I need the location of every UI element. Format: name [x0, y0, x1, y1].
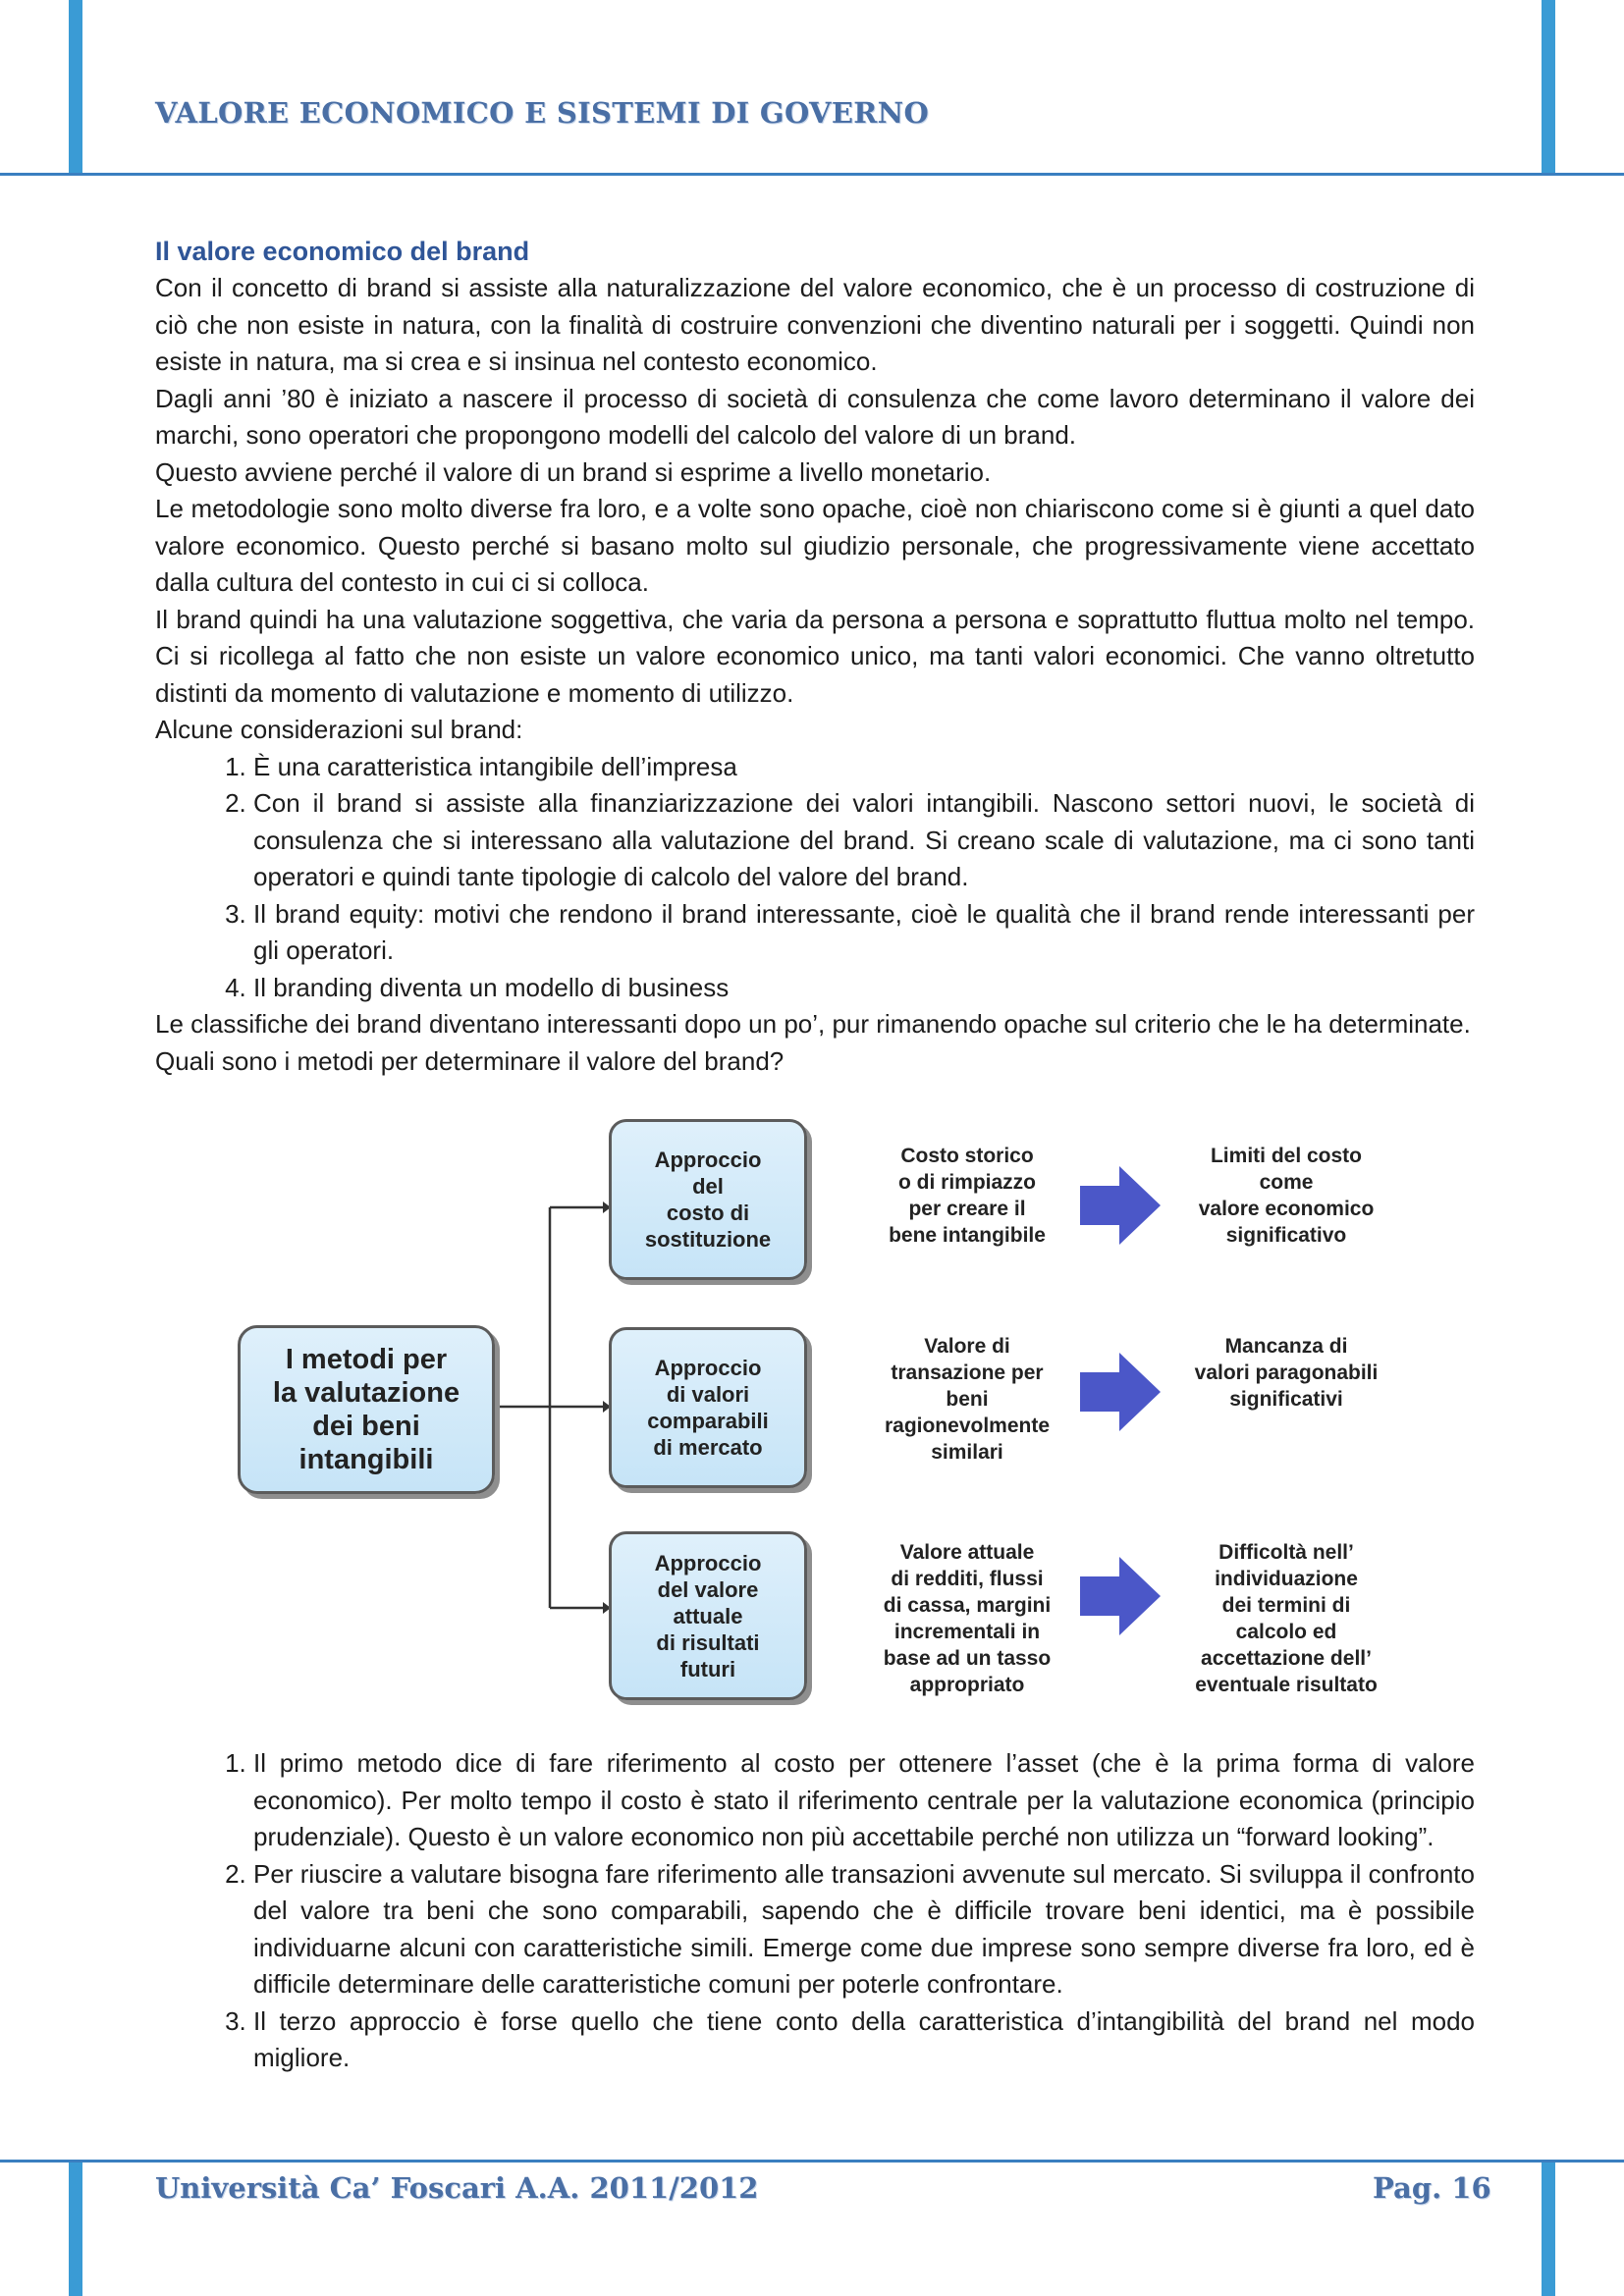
footer-university: Università Ca’ Foscari A.A. 2011/2012 — [155, 2171, 759, 2205]
list-item: 4. Il branding diventa un modello di business — [253, 970, 1475, 1007]
running-header: VALORE ECONOMICO E SISTEMI DI GOVERNO — [155, 96, 930, 130]
methods-explanation — [155, 1745, 1475, 2077]
paragraph: Alcune considerazioni sul brand: — [155, 715, 523, 744]
list-item: 2. Con il brand si assiste alla finanziarizzazione dei valori intangibili. Nascono settori nuovi, le società di consulenza che si interessano alla valutazione del brand. Si creano scale di valutazione, ma ci sono tanti operatori e quindi tante tipologie di calcolo del valore del brand. — [253, 785, 1475, 896]
methods-list — [155, 1745, 1475, 2077]
list-item: 3. Il brand equity: motivi che rendono il brand interessante, cioè le qualità che il brand rende interessanti per gli operatori. — [253, 896, 1475, 970]
approach-limitation: Limiti del costo come valore economico significativo — [1198, 1145, 1375, 1247]
paragraph: Con il concetto di brand si assiste alla naturalizzazione del valore economico, che è un processo di costruzione di ciò che non esiste in natura, con la finalità di costruire convenzioni che diventino naturali per i soggetti. Quindi non esiste in natura, ma si crea e si insinua nel contesto economico. — [155, 273, 1475, 376]
list-item: 1. Il primo metodo dice di fare riferimento al costo per ottenere l’asset (che è la prima forma di valore economico). Per molto tempo il costo è stato il riferimento centrale per la valutazione economica (principio prudenziale). Questo è un valore economico non più accettabile perché non utilizza un “forward looking”. — [253, 1745, 1475, 1856]
section-title: Il valore economico del brand — [155, 237, 530, 266]
diagram-main-box: I metodi per la valutazione dei beni intangibili — [238, 1325, 495, 1494]
list-item: 2. Per riuscire a valutare bisogna fare riferimento alle transazioni avvenute sul mercato. Si sviluppa il confronto del valore tra beni che sono comparabili, sapendo che è difficile trovare beni identici, ma è possibile individuarne alcuni con caratteristiche simili. Emerge come due imprese sono sempre diverse fra loro, ed è difficile determinare delle caratteristiche comuni per poterle confrontare. — [253, 1856, 1475, 2003]
valuation-methods-diagram — [226, 1119, 1414, 1708]
paragraph: Dagli anni ’80 è iniziato a nascere il processo di società di consulenza che come lavoro determinano il valore dei marchi, sono operatori che propongono modelli del calcolo del valore di un brand. — [155, 383, 1475, 450]
page-frame-left-bottom — [69, 2160, 82, 2296]
right-arrow-icon — [1080, 1557, 1161, 1635]
approach-box-market: Approccio di valori comparabili di mercato — [609, 1327, 807, 1488]
approach-box-cost: Approccio del costo di sostituzione — [609, 1119, 807, 1280]
considerations-list — [155, 749, 1475, 1007]
paragraph: Le classifiche dei brand diventano interessanti dopo un po’, pur rimanendo opache sul criterio che le ha determinate. — [155, 1009, 1471, 1039]
paragraph: Questo avviene perché il valore di un brand si esprime a livello monetario. — [155, 456, 992, 487]
approach-limitation: Difficoltà nell’ individuazione dei termini di calcolo ed accettazione dell’ eventuale risultato — [1195, 1541, 1378, 1696]
page-frame-right — [1542, 0, 1555, 173]
approach-limitation: Mancanza di valori paragonabili significativi — [1194, 1335, 1379, 1411]
approach-box-income: Approccio del valore attuale di risultati futuri — [609, 1531, 807, 1700]
list-item: 3. Il terzo approccio è forse quello che tiene conto della caratteristica d’intangibilità del brand nel modo migliore. — [253, 2003, 1475, 2077]
header-divider — [0, 173, 1624, 176]
page-frame-left — [69, 0, 82, 173]
paragraph: Le metodologie sono molto diverse fra loro, e a volte sono opache, cioè non chiariscono come si è giunti a quel dato valore economico. Questo perché si basano molto sul giudizio personale, che progressivamente viene accettato dalla cultura del contesto in cui ci si colloca. — [155, 494, 1475, 597]
right-arrow-icon — [1080, 1166, 1161, 1245]
list-item: 1. È una caratteristica intangibile dell’impresa — [253, 749, 1475, 786]
page-number: Pag. 16 — [1373, 2171, 1491, 2205]
page-frame-right-bottom — [1542, 2160, 1555, 2296]
approach-description: Valore attuale di redditi, flussi di cassa, margini incrementali in base ad un tasso appropriato — [883, 1541, 1052, 1696]
paragraph: Il brand quindi ha una valutazione soggettiva, che varia da persona a persona e soprattutto fluttua molto nel tempo. Ci si ricollega al fatto che non esiste un valore economico unico, ma tanti valori economici. Che vanno oltretutto distinti da momento di valutazione e momento di utilizzo. — [155, 604, 1475, 708]
footer-divider — [0, 2160, 1624, 2163]
approach-description: Costo storico o di rimpiazzo per creare il bene intangibile — [889, 1145, 1046, 1247]
paragraph: Quali sono i metodi per determinare il valore del brand? — [155, 1045, 785, 1076]
approach-description: Valore di transazione per beni ragionevolmente similari — [884, 1335, 1051, 1464]
main-content — [155, 234, 1475, 1080]
right-arrow-icon — [1080, 1353, 1161, 1431]
